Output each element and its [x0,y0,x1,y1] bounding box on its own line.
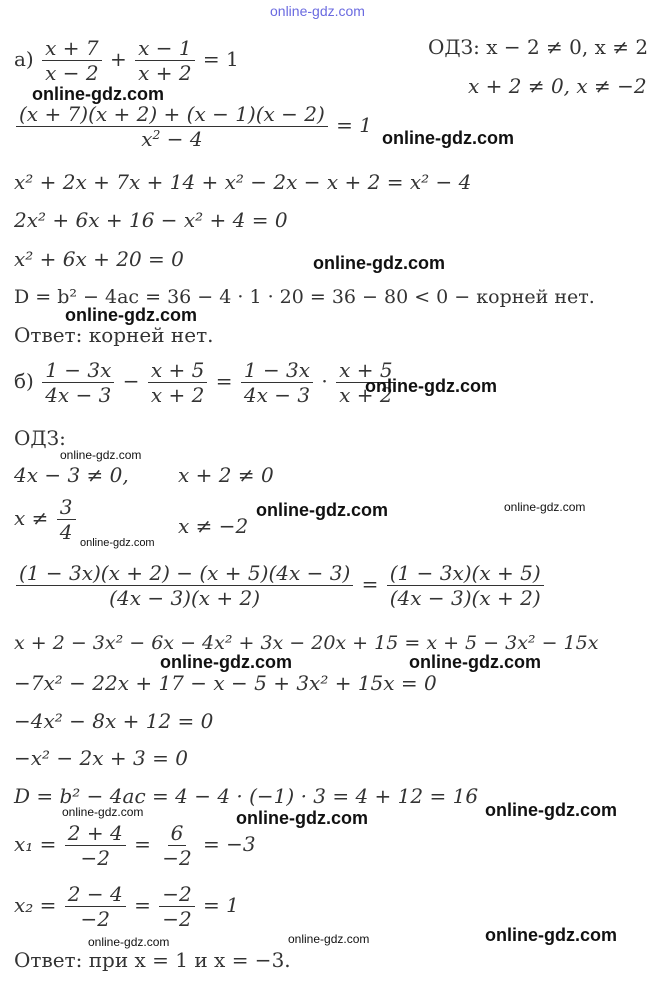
numerator: 6 [168,823,187,846]
watermark: online-gdz.com [60,448,142,462]
denominator: (4x − 3)(x + 2) [389,586,541,610]
numerator: 3 [57,497,76,520]
denominator: x + 2 [150,383,205,407]
denominator: x − 2 [45,61,99,85]
numerator: x − 1 [135,38,194,61]
operator: = [134,832,151,856]
fraction [65,823,126,868]
denominator: −2 [162,907,192,931]
watermark: online-gdz.com [62,805,144,819]
watermark: online-gdz.com [288,932,370,946]
part-b-equation [14,360,398,405]
numerator: −2 [159,884,194,907]
watermark: online-gdz.com [313,253,445,273]
site-watermark-top[interactable]: online-gdz.com [270,3,365,19]
part-b-root-2 [14,884,239,929]
part-a-answer: Ответ: корней нет. [14,323,214,347]
part-b-root-1 [14,823,256,868]
part-b-line-4: −x² − 2x + 3 = 0 [14,746,188,770]
part-b-discriminant: D = b² − 4ac = 4 − 4 · (−1) · 3 = 4 + 12 = 16 [14,784,479,808]
numerator: (1 − 3x)(x + 5) [387,563,544,586]
part-b-line-1: x + 2 − 3x² − 6x − 4x² + 3x − 20x + 15 = x + 5 − 3x² − 15x [14,632,599,654]
part-b-condition-2: x + 2 ≠ 0 [178,463,274,487]
watermark: online-gdz.com [160,652,292,672]
fraction [65,884,126,929]
denominator: x + 2 [138,61,192,85]
rhs: = −3 [203,832,256,856]
watermark: online-gdz.com [485,800,617,820]
fraction [148,360,207,405]
rhs: = 1 [202,47,239,71]
part-a-discriminant: D = b² − 4ac = 36 − 4 · 1 · 20 = 36 − 80 < 0 − корней нет. [14,286,595,308]
part-a-label: а) [14,47,34,71]
watermark: online-gdz.com [409,652,541,672]
denominator: $x^2 - 4$ [141,127,203,151]
operator: = [361,572,379,596]
fraction [42,38,101,83]
denominator: 4x − 3 [243,383,311,407]
part-b-line-2: −7x² − 22x + 17 − x − 5 + 3x² + 15x = 0 [14,671,437,695]
part-b-big-fraction [14,563,546,608]
denominator: 4x − 3 [45,383,112,407]
operator: + [109,47,127,71]
rhs: = 1 [336,113,373,137]
part-b-label: б) [14,369,34,393]
part-a-line-2 [14,104,372,149]
odz-line-1: ОДЗ: x − 2 ≠ 0, x ≠ 2 [428,35,649,59]
numerator: 1 − 3x [42,360,114,383]
numerator: 2 − 4 [65,884,126,907]
part-b-line-3: −4x² − 8x + 12 = 0 [14,709,214,733]
part-a-line-3: x² + 2x + 7x + 14 + x² − 2x − x + 2 = x² − 4 [14,170,472,194]
numerator: 1 − 3x [241,360,313,383]
watermark: online-gdz.com [65,305,197,325]
denominator: 4 [59,520,73,544]
numerator: x + 7 [42,38,101,61]
rhs: = 1 [203,893,239,917]
watermark: online-gdz.com [32,84,164,104]
denominator: (4x − 3)(x + 2) [109,586,261,610]
fraction [241,360,313,405]
watermark: online-gdz.com [236,808,368,828]
watermark: online-gdz.com [485,925,617,945]
part-a-line-5: x² + 6x + 20 = 0 [14,247,184,271]
numerator: (1 − 3x)(x + 2) − (x + 5)(4x − 3) [16,563,353,586]
part-b-answer: Ответ: при x = 1 и x = −3. [14,948,291,972]
part-b-odz-label: ОДЗ: [14,426,66,450]
fraction [159,884,194,929]
watermark: online-gdz.com [382,128,514,148]
part-b-condition-1: 4x − 3 ≠ 0, [14,463,129,487]
watermark: online-gdz.com [504,500,586,514]
operator: = [215,369,233,393]
lhs: x₂ = [14,893,57,917]
part-a-equation [14,38,239,83]
numerator: 2 + 4 [65,823,126,846]
denominator: −2 [80,907,110,931]
numerator: (x + 7)(x + 2) + (x − 1)(x − 2) [16,104,328,127]
operator: · [321,369,328,393]
fraction [16,104,328,149]
denominator: x + 2 [339,383,393,407]
lhs: x₁ = [14,832,57,856]
denominator: −2 [162,846,192,870]
fraction [135,38,194,83]
numerator: x + 5 [148,360,207,383]
fraction [57,497,76,542]
denominator: −2 [80,846,110,870]
watermark: online-gdz.com [256,500,388,520]
watermark: online-gdz.com [80,537,155,549]
numerator: x + 5 [336,360,395,383]
operator: = [134,893,151,917]
fraction [16,563,353,608]
lhs: x ≠ [14,506,49,530]
odz-line-2: x + 2 ≠ 0, x ≠ −2 [468,74,647,98]
part-a-line-4: 2x² + 6x + 16 − x² + 4 = 0 [14,208,288,232]
part-b-condition-4: x ≠ −2 [178,514,249,538]
watermark: online-gdz.com [88,935,170,949]
fraction [159,823,194,868]
part-b-condition-3 [14,497,78,542]
fraction [387,563,544,608]
watermark: online-gdz.com [365,376,497,396]
fraction [42,360,114,405]
operator: − [122,369,140,393]
